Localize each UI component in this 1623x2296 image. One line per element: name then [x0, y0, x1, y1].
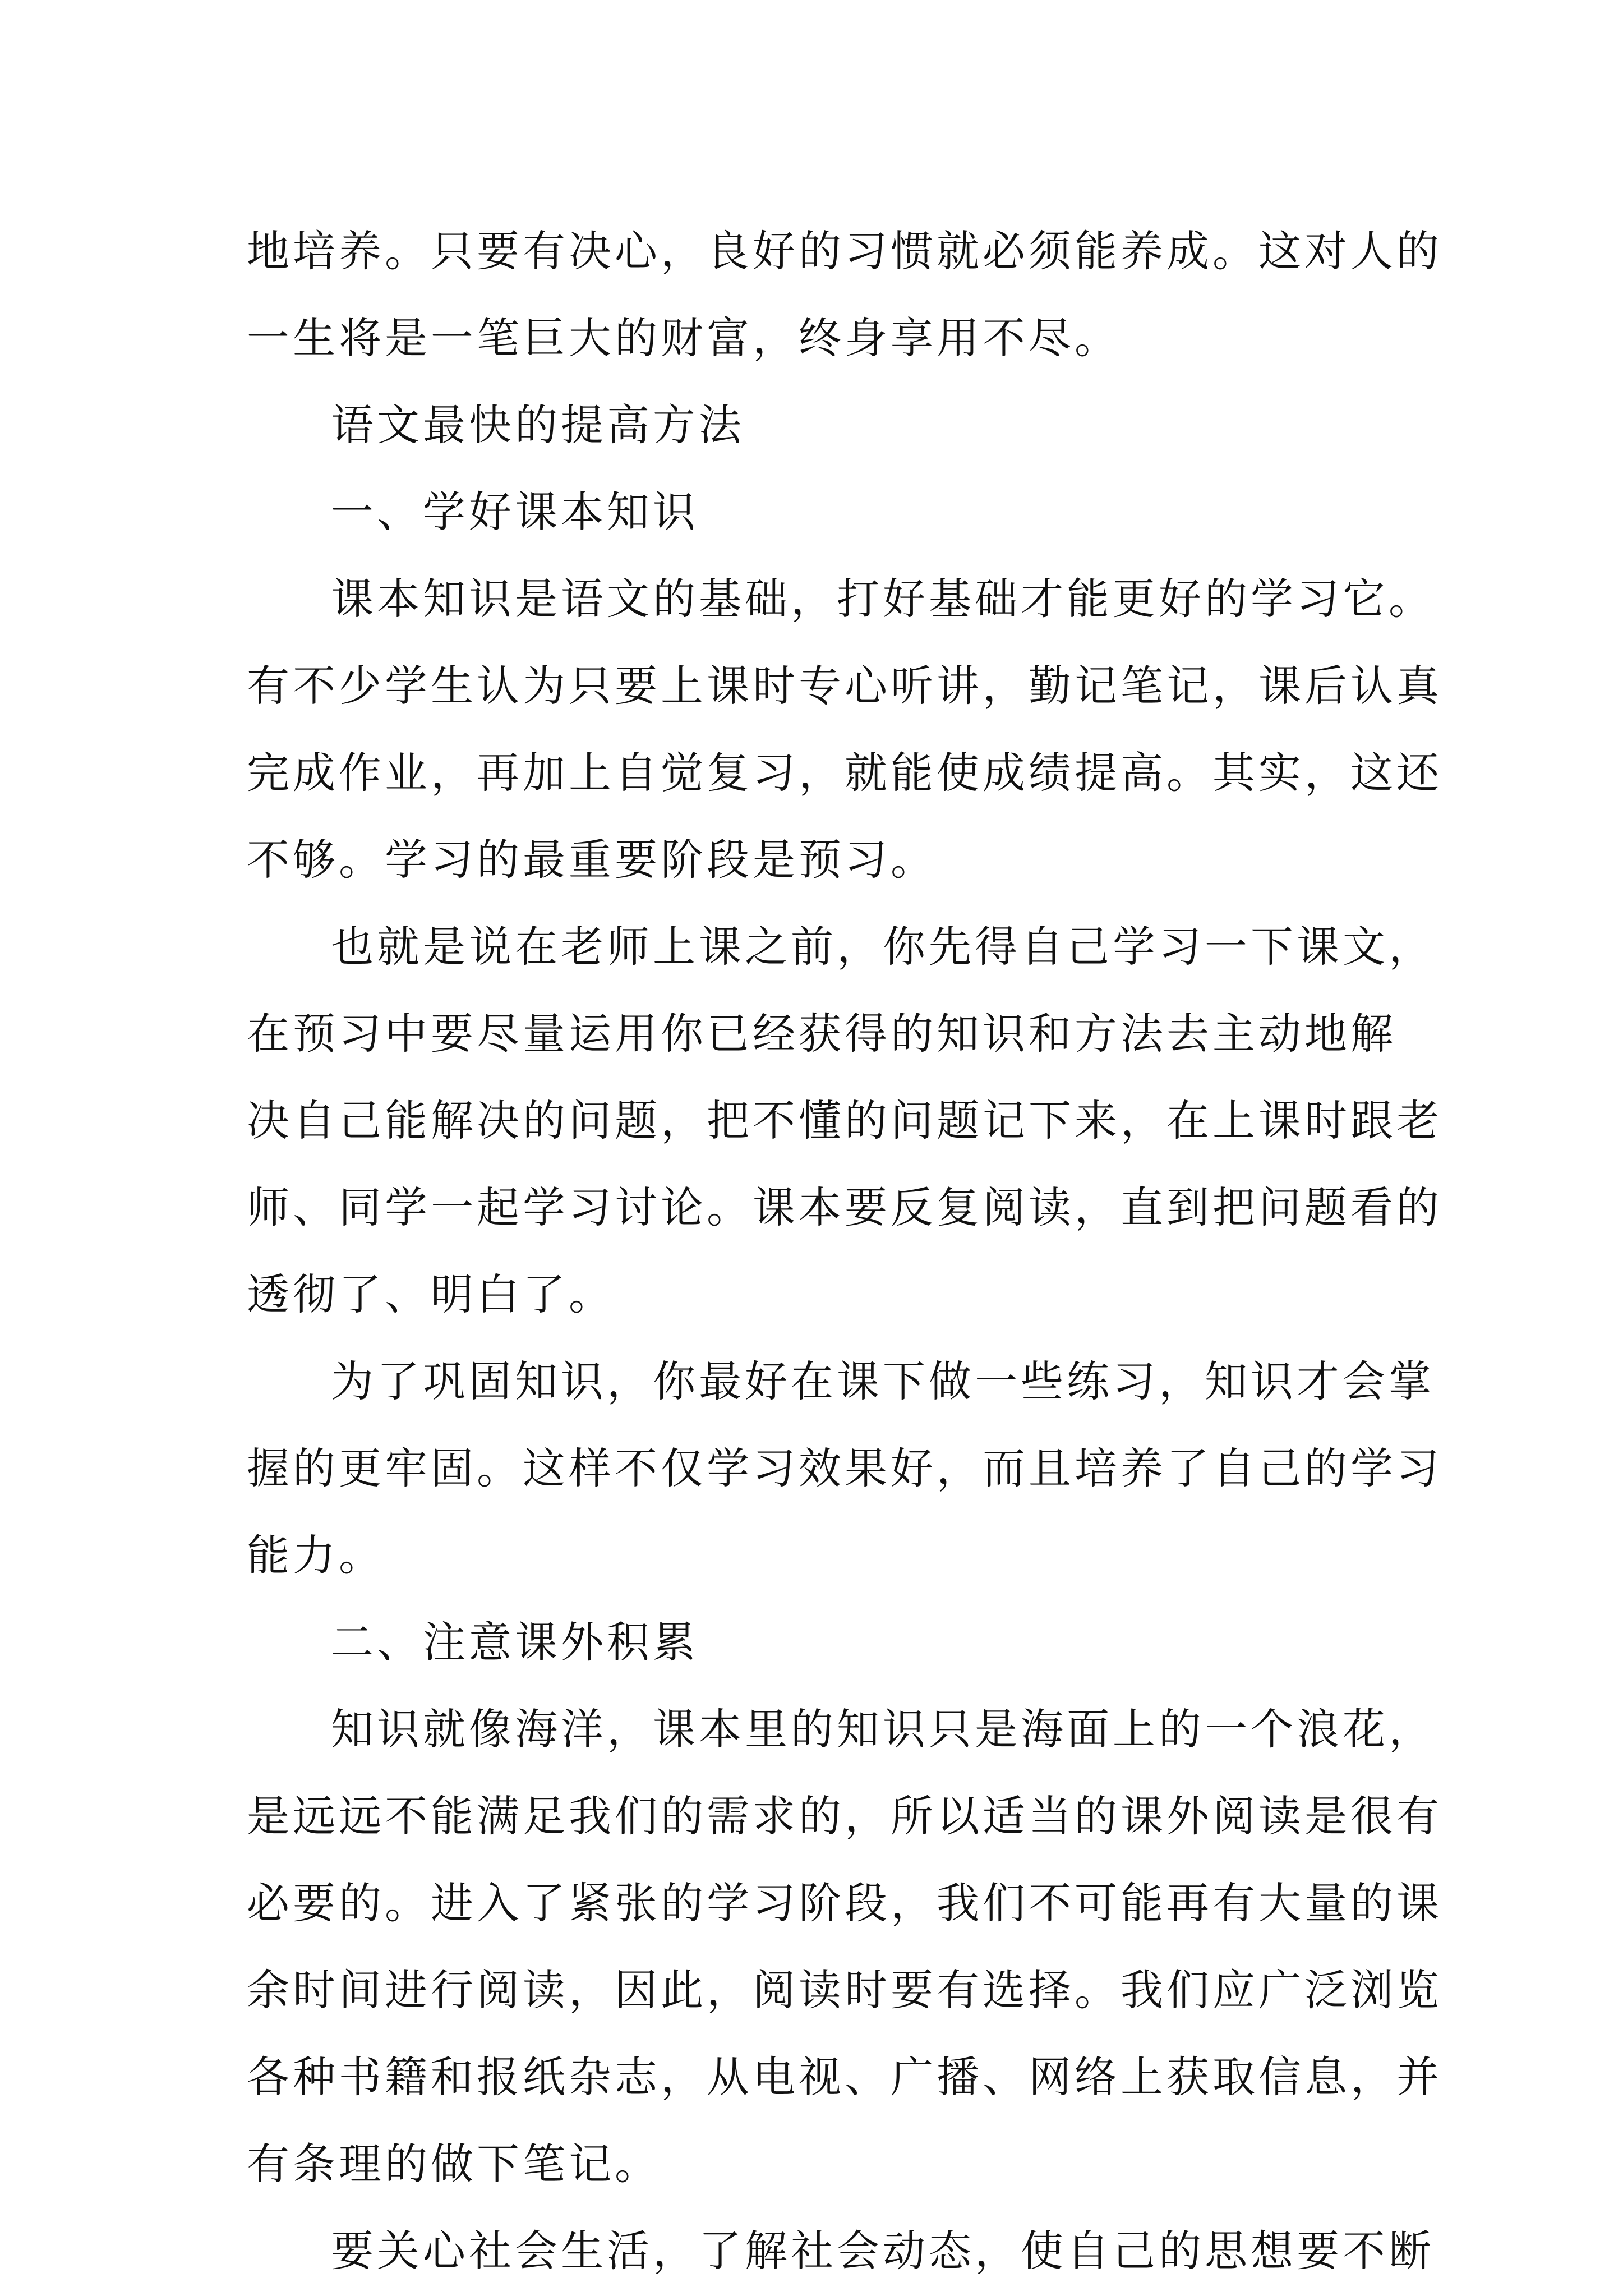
text-line: 各种书籍和报纸杂志，从电视、广播、网络上获取信息，并	[247, 2052, 1442, 2102]
text-line: 地培养。只要有决心，良好的习惯就必须能养成。这对人的	[247, 226, 1442, 276]
body-text	[247, 208, 1442, 2294]
text-line: 决自己能解决的问题，把不懂的问题记下来，在上课时跟老	[247, 1096, 1442, 1145]
text-line: 必要的。进入了紧张的学习阶段，我们不可能再有大量的课	[247, 1878, 1442, 1928]
text-line: 要关心社会生活，了解社会动态，使自己的思想要不断	[331, 2226, 1435, 2276]
text-line: 握的更牢固。这样不仅学习效果好，而且培养了自己的学习	[247, 1443, 1442, 1493]
text-line: 一、学好课本知识	[331, 487, 699, 537]
text-line: 语文最快的提高方法	[331, 400, 745, 450]
text-line: 在预习中要尽量运用你已经获得的知识和方法去主动地解	[247, 1009, 1396, 1059]
text-line: 能力。	[247, 1530, 385, 1580]
text-line: 为了巩固知识，你最好在课下做一些练习，知识才会掌	[331, 1356, 1435, 1406]
text-line: 师、同学一起学习讨论。课本要反复阅读，直到把问题看的	[247, 1182, 1442, 1232]
text-line: 不够。学习的最重要阶段是预习。	[247, 835, 937, 885]
text-line: 透彻了、明白了。	[247, 1269, 615, 1319]
text-line: 完成作业，再加上自觉复习，就能使成绩提高。其实，这还	[247, 748, 1442, 798]
text-line: 有不少学生认为只要上课时专心听讲，勤记笔记，课后认真	[247, 661, 1442, 711]
text-line: 二、注意课外积累	[331, 1617, 699, 1667]
text-line: 课本知识是语文的基础，打好基础才能更好的学习它。	[331, 574, 1435, 624]
text-line: 也就是说在老师上课之前，你先得自己学习一下课文，	[331, 922, 1435, 972]
text-line: 一生将是一笔巨大的财富，终身享用不尽。	[247, 313, 1121, 363]
text-line: 余时间进行阅读，因此，阅读时要有选择。我们应广泛浏览	[247, 1965, 1442, 2015]
text-line: 有条理的做下笔记。	[247, 2139, 661, 2189]
text-line: 知识就像海洋，课本里的知识只是海面上的一个浪花，	[331, 1704, 1435, 1754]
text-line: 是远远不能满足我们的需求的，所以适当的课外阅读是很有	[247, 1791, 1442, 1841]
